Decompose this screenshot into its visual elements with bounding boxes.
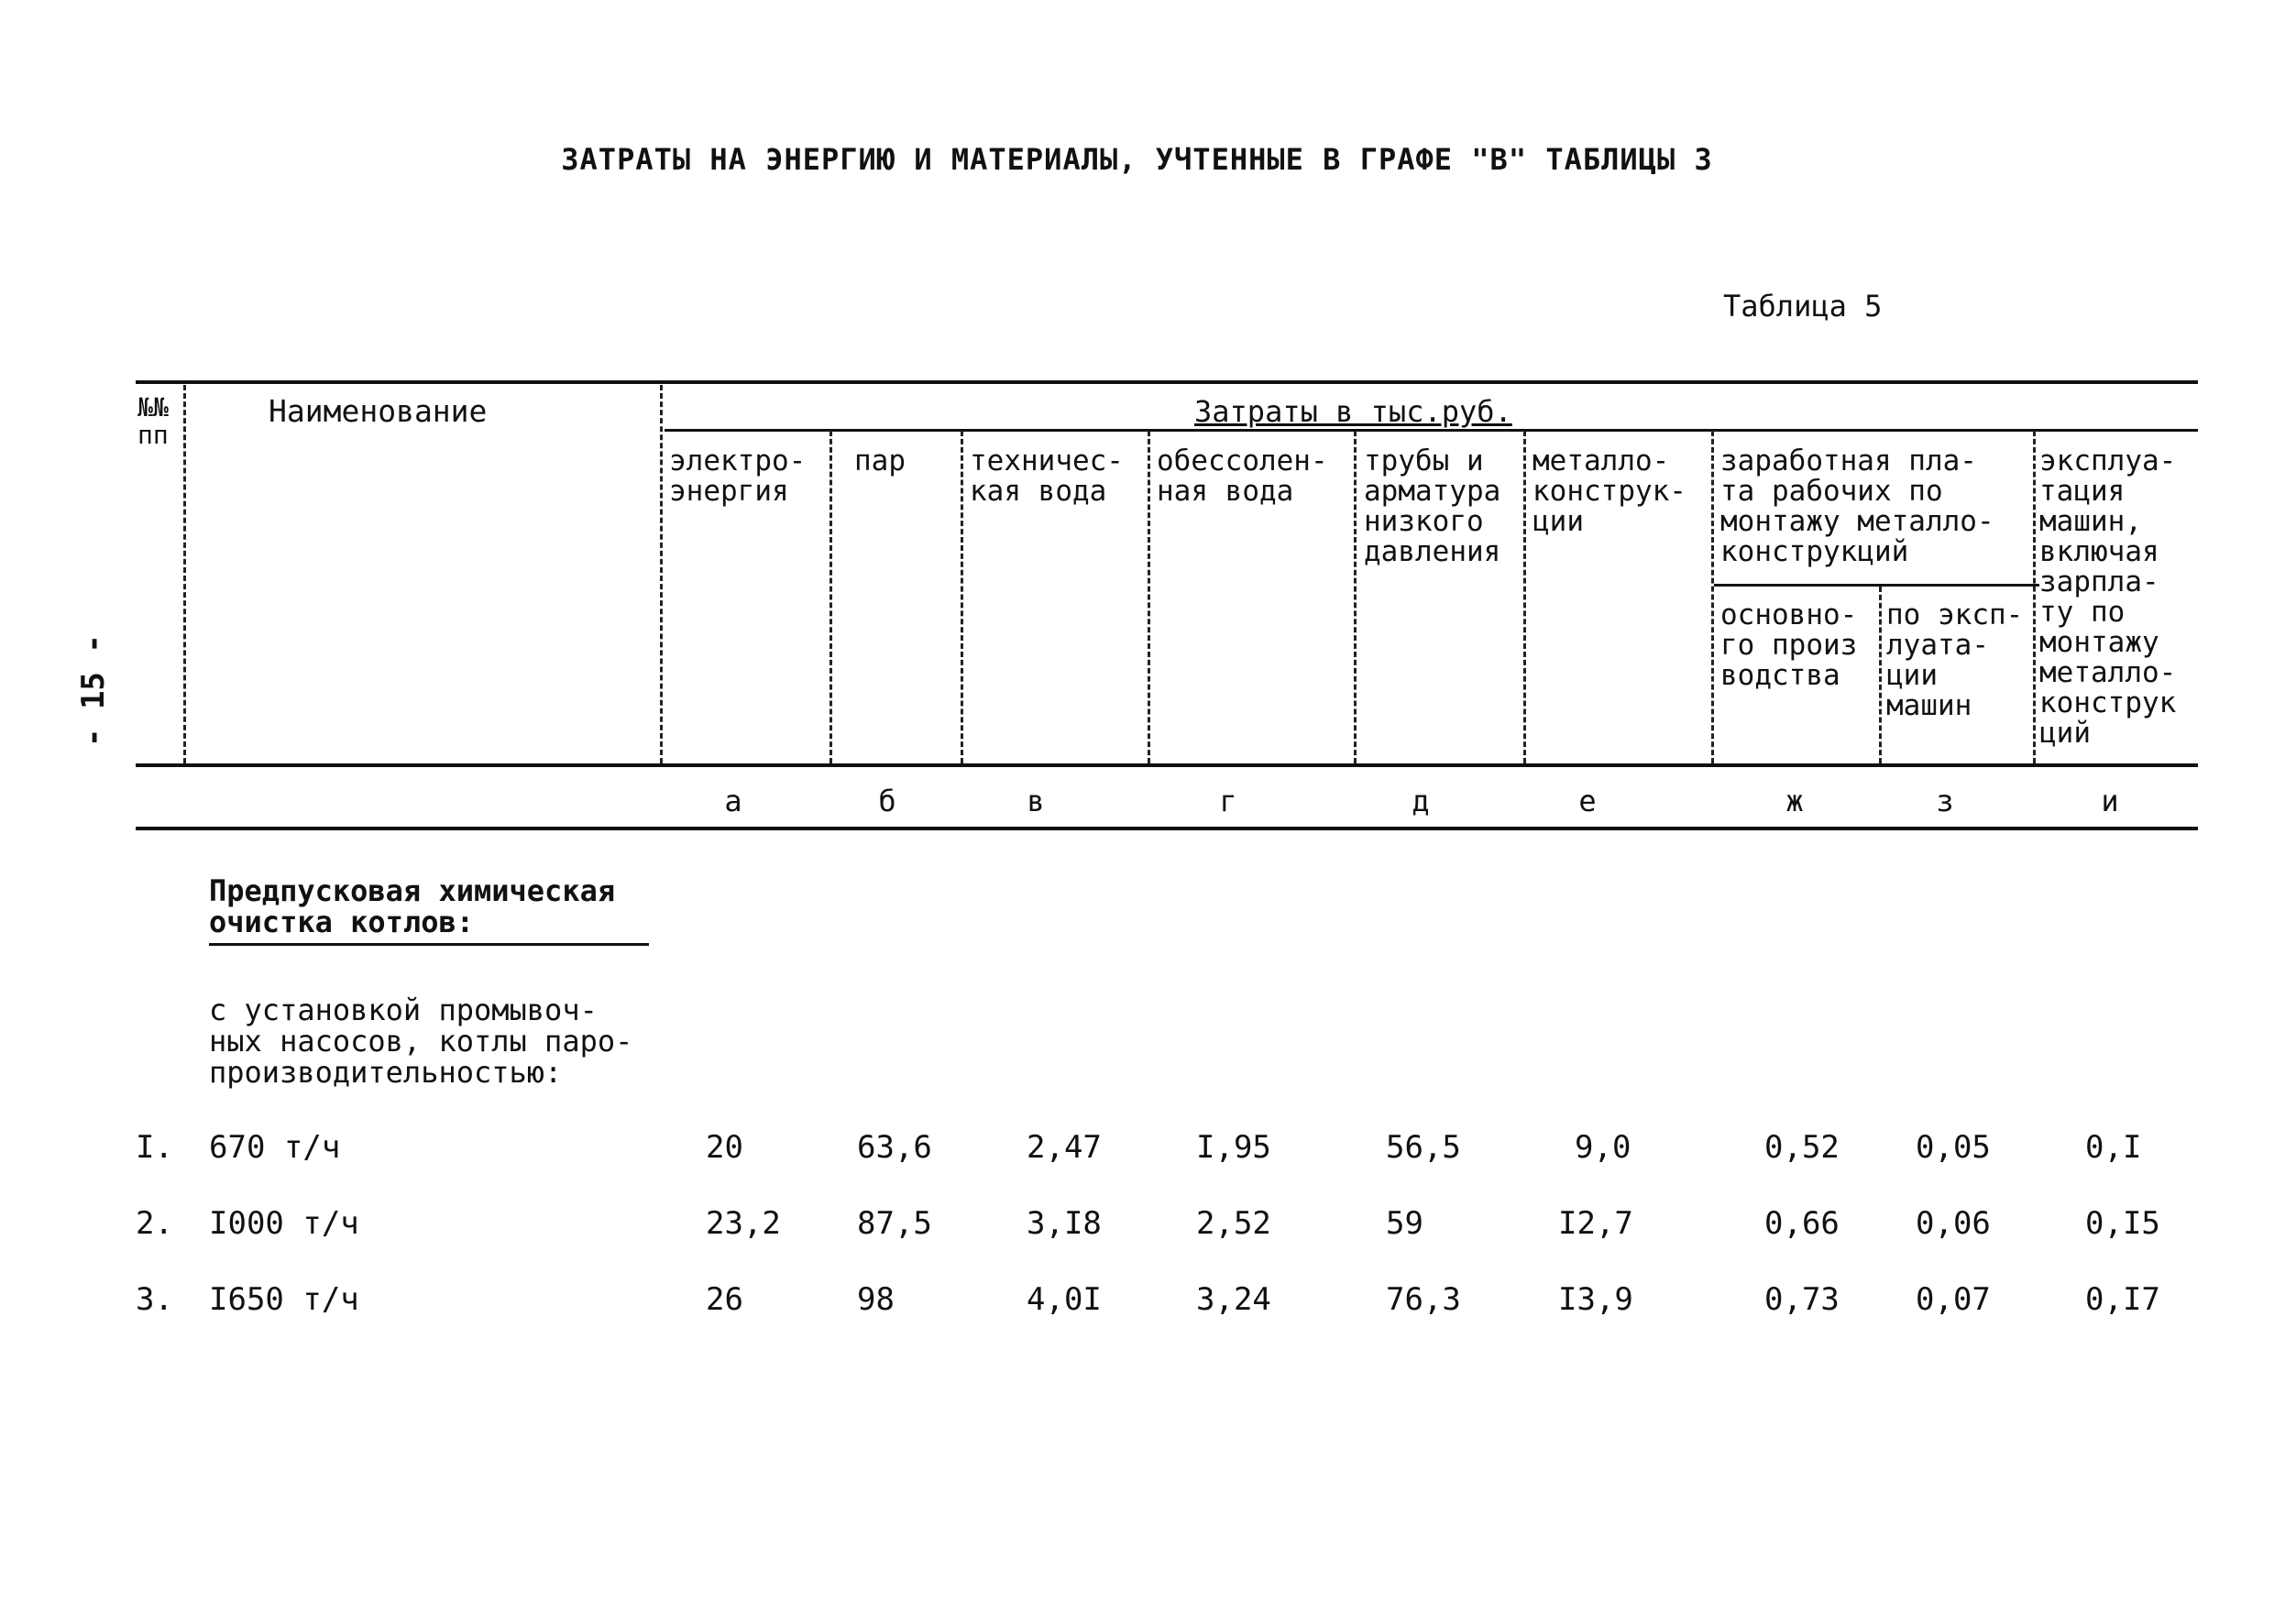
divider-name [660, 385, 663, 763]
section-subtitle: с установкой промывоч- ных насосов, котлы паро- производительностью: [209, 993, 633, 1090]
cell-d: 76,3 [1386, 1281, 1461, 1318]
divider-col-g [1879, 587, 1882, 763]
cell-zh: 0,52 [1764, 1129, 1840, 1166]
cell-g: 2,52 [1196, 1205, 1271, 1242]
group-rule [665, 429, 2198, 432]
row-num: 2. [136, 1205, 173, 1242]
header-bottom-rule [136, 763, 2198, 767]
cell-b: 98 [857, 1281, 895, 1318]
letter-b: б [878, 784, 896, 818]
cell-e: 9,0 [1575, 1129, 1631, 1166]
header-name: Наименование [269, 393, 488, 429]
letter-e: е [1578, 784, 1597, 818]
cell-i: 0,I [2085, 1129, 2142, 1166]
header-col-c: техничес- кая вода [970, 444, 1124, 508]
section-title: Предпусковая химическая очистка котлов: [209, 873, 616, 939]
letter-z: з [1936, 784, 1954, 818]
cell-g: 3,24 [1196, 1281, 1271, 1318]
letter-g: г [1219, 784, 1237, 818]
divider-col-a [829, 431, 832, 763]
cell-i: 0,I7 [2085, 1281, 2160, 1318]
cell-zh: 0,73 [1764, 1281, 1840, 1318]
divider-col-e [1523, 431, 1526, 763]
row-name: 670 т/ч [209, 1129, 341, 1166]
header-col-b: пар [854, 444, 906, 477]
letter-d: д [1412, 784, 1430, 818]
divider-col-b [961, 431, 963, 763]
letter-a: а [724, 784, 742, 818]
letter-i: и [2101, 784, 2119, 818]
row-num: I. [136, 1129, 173, 1166]
header-col-i: эксплуа- тация машин, включая зарпла- ту по монтажу металло- конструк ций [2039, 444, 2177, 750]
cell-b: 87,5 [857, 1205, 932, 1242]
cell-i: 0,I5 [2085, 1205, 2160, 1242]
header-col-d: обессолен- ная вода [1157, 444, 1328, 508]
divider-col-f [1711, 431, 1714, 763]
cell-d: 59 [1386, 1205, 1423, 1242]
cell-g: I,95 [1196, 1129, 1271, 1166]
page-title: ЗАТРАТЫ НА ЭНЕРГИЮ И МАТЕРИАЛЫ, УЧТЕННЫЕ В ГРАФЕ "В" ТАБЛИЦЫ 3 [561, 142, 1713, 177]
cell-z: 0,06 [1916, 1205, 1991, 1242]
cell-e: I2,7 [1558, 1205, 1633, 1242]
cell-zh: 0,66 [1764, 1205, 1840, 1242]
table-top-rule [136, 380, 2198, 384]
cell-a: 23,2 [706, 1205, 781, 1242]
page-number: - 15 - [75, 634, 112, 747]
subgroup-rule [1714, 584, 2039, 587]
row-name: I000 т/ч [209, 1205, 359, 1242]
header-col-f: металло- конструк- ции [1532, 444, 1686, 538]
divider-col-c [1148, 431, 1150, 763]
header-num: №№ пп [137, 392, 169, 450]
header-group: Затраты в тыс.руб. [1194, 394, 1512, 429]
letters-bottom-rule [136, 827, 2198, 830]
cell-v: 4,0I [1027, 1281, 1102, 1318]
row-name: I650 т/ч [209, 1281, 359, 1318]
cell-z: 0,07 [1916, 1281, 1991, 1318]
divider-num [183, 385, 186, 763]
cell-b: 63,6 [857, 1129, 932, 1166]
letter-v: в [1027, 784, 1045, 818]
cell-a: 20 [706, 1129, 743, 1166]
header-subcol-z: по эксп- луата- ции машин [1886, 598, 2024, 722]
cell-z: 0,05 [1916, 1129, 1991, 1166]
cell-v: 2,47 [1027, 1129, 1102, 1166]
row-num: 3. [136, 1281, 173, 1318]
header-subcol-zh: основно- го произ водства [1720, 598, 1858, 692]
cell-e: I3,9 [1558, 1281, 1633, 1318]
cell-d: 56,5 [1386, 1129, 1461, 1166]
letter-zh: ж [1785, 784, 1804, 818]
divider-col-h [2033, 431, 2036, 763]
header-col-a: электро- энергия [669, 444, 807, 508]
header-col-e: трубы и арматура низкого давления [1364, 444, 1501, 568]
divider-col-d [1354, 431, 1357, 763]
section-underline [209, 943, 649, 946]
cell-v: 3,I8 [1027, 1205, 1102, 1242]
cell-a: 26 [706, 1281, 743, 1318]
table-label: Таблица 5 [1723, 289, 1883, 324]
header-col-g: заработная пла- та рабочих по монтажу металло- конструкций [1720, 444, 1994, 568]
